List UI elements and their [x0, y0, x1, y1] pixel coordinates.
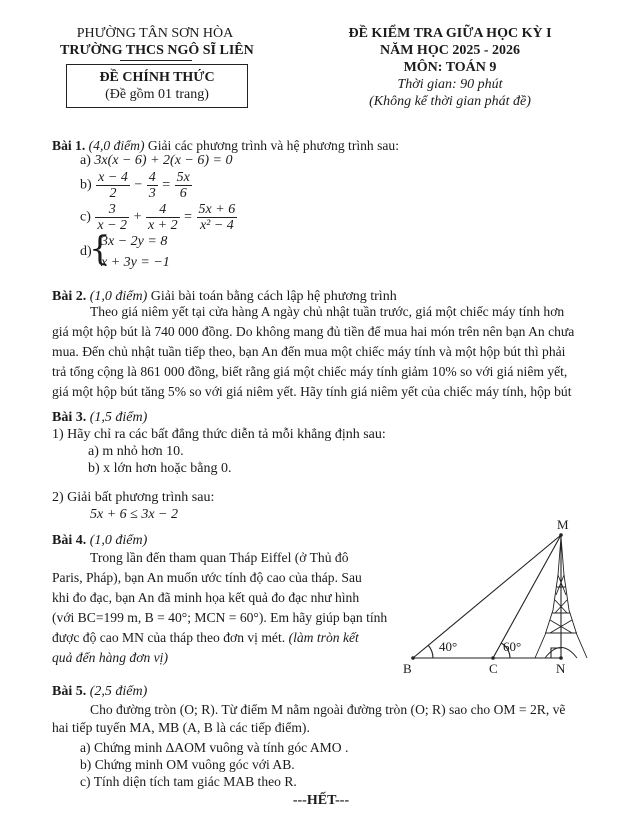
point-N	[559, 656, 563, 660]
time-note: (Không kể thời gian phát đề)	[369, 94, 531, 109]
end-marker: ---HẾT---	[292, 793, 350, 808]
bai1-b-frac2: $\frac{4}{3}$	[148, 170, 156, 201]
bai3-q2-inequality: 5x + 6 ≤ 3x − 2	[90, 507, 179, 522]
bai1-b-frac1: $\frac{x - 4}{2}$	[98, 170, 128, 201]
bai5-a: a) Chứng minh ΔAOM vuông và tính góc AMO .	[80, 740, 349, 755]
bai1-d-label: d)	[80, 244, 92, 259]
pages-note: (Đề gồm 01 trang)	[105, 87, 209, 102]
bai1-label: Bài 1.	[52, 138, 86, 153]
bai1-b: b) $\frac{x - 4}{2}$ − $\frac{4}{3}$ = $\frac{5x}{6}$	[80, 170, 190, 201]
bai2-line-3: mua. Đến chủ nhật tuần tiếp theo, bạn An đến mua một chiếc máy tính và một hộp bút thì phải	[52, 344, 566, 359]
bai1-c: c) $\frac{3}{x - 2}$ + $\frac{4}{x + 2}$ = $\frac{5x + 6}{\text{x² − 4}}$	[80, 202, 236, 233]
bai4-points: (1,0 điểm)	[89, 533, 148, 548]
exam-time: Thời gian: 90 phút	[397, 77, 503, 92]
point-C	[491, 656, 495, 660]
bai5-c: c) Tính diện tích tam giác MAB theo R.	[80, 774, 297, 789]
bai4-line-2: Paris, Pháp), bạn An muốn ước tính độ cao của tháp. Sau	[52, 570, 362, 585]
bai4-rounding-note-2: quả đến hàng đơn vị)	[52, 650, 168, 665]
bai4-line-4: (với BC=199 m, B = 40°; MCN = 60°). Em hãy giúp bạn tính	[52, 610, 388, 625]
bai1-b-frac3: $\frac{5x}{6}$	[176, 170, 190, 201]
bai3-q2: 2) Giải bất phương trình sau:	[52, 490, 215, 505]
line-BM	[413, 535, 561, 658]
bai1-c-frac2: $\frac{4}{x + 2}$	[147, 202, 178, 233]
label-angle-B: 40°	[439, 639, 458, 654]
bai1-points: (4,0 điểm)	[88, 138, 145, 153]
school-underline	[120, 60, 192, 61]
bai3-points: (1,5 điểm)	[89, 410, 148, 425]
official-box	[66, 64, 248, 108]
bai1-prompt: Giải các phương trình và hệ phương trình sau:	[147, 138, 400, 153]
bai2-line-5: giá một hộp bút tăng 5% so với giá niêm yết. Hãy tính giá niêm yết của chiếc máy tính, hộp bút	[52, 384, 572, 399]
label-N: N	[556, 661, 566, 676]
angle-arc-B	[428, 645, 433, 658]
bai3-q1b: b) x lớn hơn hoặc bằng 0.	[88, 461, 232, 476]
bai4-label: Bài 4.	[52, 533, 87, 548]
label-C: C	[489, 661, 498, 676]
bai4-rounding-note: (làm tròn kết	[288, 630, 359, 645]
ward-name: PHƯỜNG TÂN SƠN HÒA	[76, 26, 234, 41]
school-name: TRƯỜNG THCS NGÔ SĨ LIÊN	[60, 43, 254, 58]
bai4-line-5-text: được độ cao MN của tháp theo đơn vị mét.	[52, 630, 286, 645]
bai1-a	[80, 153, 232, 169]
right-angle-mark	[551, 648, 561, 658]
bai2-line-2: giá một hộp bút là 740 000 đồng. Do không mang đủ tiền để mua hai món trên nên bạn An chưa	[52, 324, 575, 339]
bai1-b-label: b)	[80, 177, 92, 193]
bai1-heading	[52, 138, 399, 154]
bai2-line-1: Theo giá niêm yết tại cửa hàng A ngày chủ nhật tuần trước, giá một chiếc máy tính hơn	[90, 304, 565, 319]
bai1-a-label: a)	[80, 153, 91, 168]
exam-title: ĐỀ KIỂM TRA GIỮA HỌC KỲ I	[348, 26, 552, 41]
point-B	[411, 656, 415, 660]
point-M	[559, 533, 563, 537]
label-angle-C: 60°	[503, 639, 522, 654]
bai5-points: (2,5 điểm)	[89, 684, 148, 699]
bai3-heading	[52, 410, 147, 426]
official-title: ĐỀ CHÍNH THỨC	[99, 70, 215, 85]
bai2-points: (1,0 điểm)	[89, 289, 148, 304]
bai3-q1: 1) Hãy chỉ ra các bất đẳng thức diễn tả mỗi khẳng định sau:	[52, 427, 386, 442]
system-brace-icon: {	[89, 229, 111, 269]
bai3-q1a: a) m nhỏ hơn 10.	[88, 444, 184, 459]
bai4-heading	[52, 533, 147, 549]
eiffel-figure	[395, 515, 595, 680]
bai1-a-equation: 3x(x − 6) + 2(x − 6) = 0	[94, 153, 233, 168]
bai1-d-eq2: x + 3y = −1	[101, 255, 170, 270]
bai1-d-eq1: 3x − 2y = 8	[101, 234, 168, 249]
bai1-c-frac1: $\frac{3}{x - 2}$	[97, 202, 128, 233]
bai3-label: Bài 3.	[52, 410, 87, 425]
bai5-heading	[52, 684, 147, 700]
bai5-b: b) Chứng minh OM vuông góc với AB.	[80, 757, 295, 772]
subject: MÔN: TOÁN 9	[403, 60, 497, 75]
label-M: M	[557, 517, 569, 532]
bai1-c-label: c)	[80, 209, 91, 225]
bai2-prompt: Giải bài toán bằng cách lập hệ phương trình	[150, 289, 397, 304]
bai2-label: Bài 2.	[52, 289, 87, 304]
label-B: B	[403, 661, 412, 676]
bai5-line-1: Cho đường tròn (O; R). Từ điểm M nằm ngoài đường tròn (O; R) sao cho OM = 2R, vẽ	[90, 702, 566, 717]
bai4-line-5	[52, 630, 359, 646]
bai1-c-frac3: $\frac{5x + 6}{\text{x² − 4}}$	[198, 202, 236, 233]
bai2-line-4: trả tổng cộng là 861 000 đồng, biết rằng giá một chiếc máy tính giảm 10% so với giá niêm yết,	[52, 364, 568, 379]
bai4-line-1: Trong lần đến tham quan Tháp Eiffel (ở Thủ đô	[90, 550, 349, 565]
bai5-line-2: hai tiếp tuyến MA, MB (A, B là các tiếp điểm).	[52, 720, 310, 735]
bai2-heading	[52, 289, 397, 305]
school-year: NĂM HỌC 2025 - 2026	[380, 43, 520, 58]
bai5-label: Bài 5.	[52, 684, 87, 699]
bai4-line-3: khi đo đạc, bạn An đã minh họa kết quả đo đạc như hình	[52, 590, 360, 605]
